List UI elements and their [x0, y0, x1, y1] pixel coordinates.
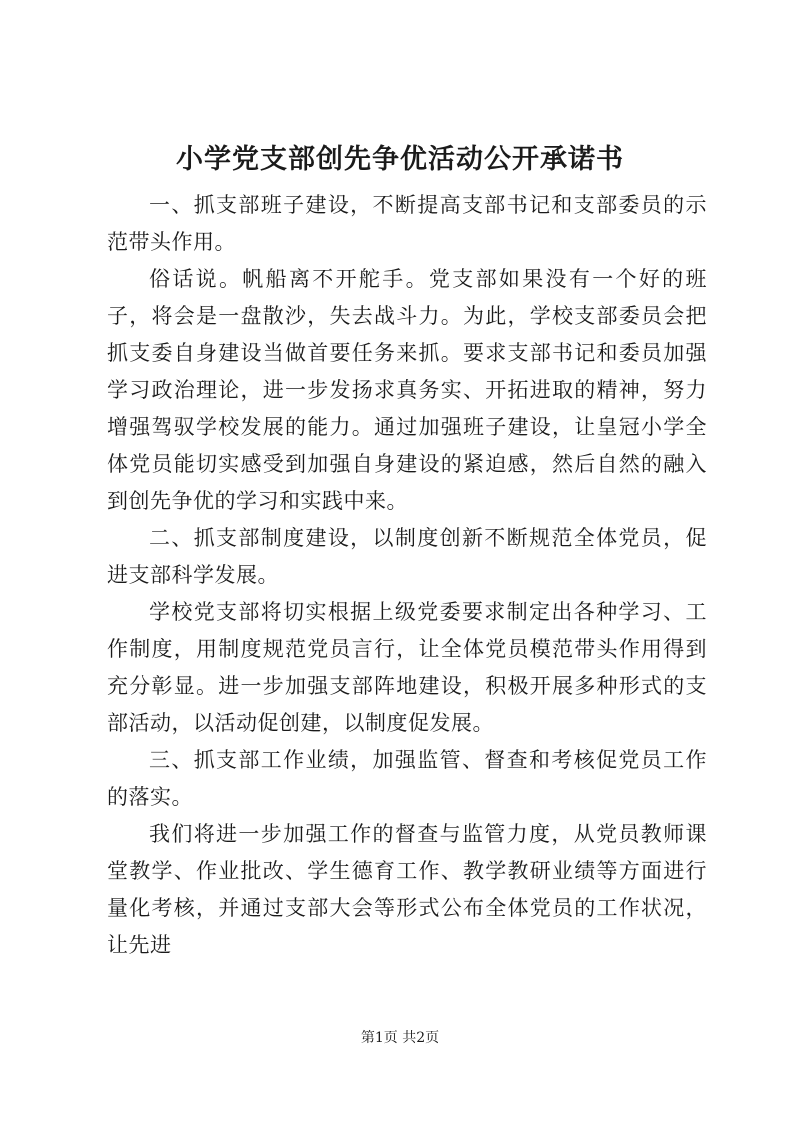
document-title: 小学党支部创先争优活动公开承诺书 — [176, 144, 624, 175]
paragraph-section-1-heading: 一、抓支部班子建设，不断提高支部书记和支部委员的示范带头作用。 — [107, 193, 707, 254]
paragraph-section-1-body: 俗话说。帆船离不开舵手。党支部如果没有一个好的班子，将会是一盘散沙，失去战斗力。为此，学校支部委员会把抓支委自身建设当做首要任务来抓。要求支部书记和委员加强学习政治理论，进一步发扬求真务实、开拓进取的精神，努力增强驾驭学校发展的能力。通过加强班子建设，让皇冠小学全体党员能切实感受到加强自身建设的紧迫感，然后自然的融入到创先争优的学习和实践中来。 — [107, 267, 707, 513]
document-body — [107, 187, 707, 964]
paragraph-section-3-heading: 三、抓支部工作业绩，加强监管、督查和考核促党员工作的落实。 — [107, 748, 707, 809]
paragraph-section-2-heading: 二、抓支部制度建设，以制度创新不断规范全体党员，促进支部科学发展。 — [107, 526, 707, 587]
paragraph-section-3-body: 我们将进一步加强工作的督查与监管力度，从党员教师课堂教学、作业批改、学生德育工作、教学教研业绩等方面进行量化考核，并通过支部大会等形式公布全体党员的工作状况，让先进 — [107, 822, 707, 957]
page-number-footer: 第1页 共2页 — [360, 1030, 440, 1046]
paragraph-section-2-body: 学校党支部将切实根据上级党委要求制定出各种学习、工作制度，用制度规范党员言行，让全体党员模范带头作用得到充分彰显。进一步加强支部阵地建设，积极开展多种形式的支部活动，以活动促创建，以制度促发展。 — [107, 600, 707, 735]
